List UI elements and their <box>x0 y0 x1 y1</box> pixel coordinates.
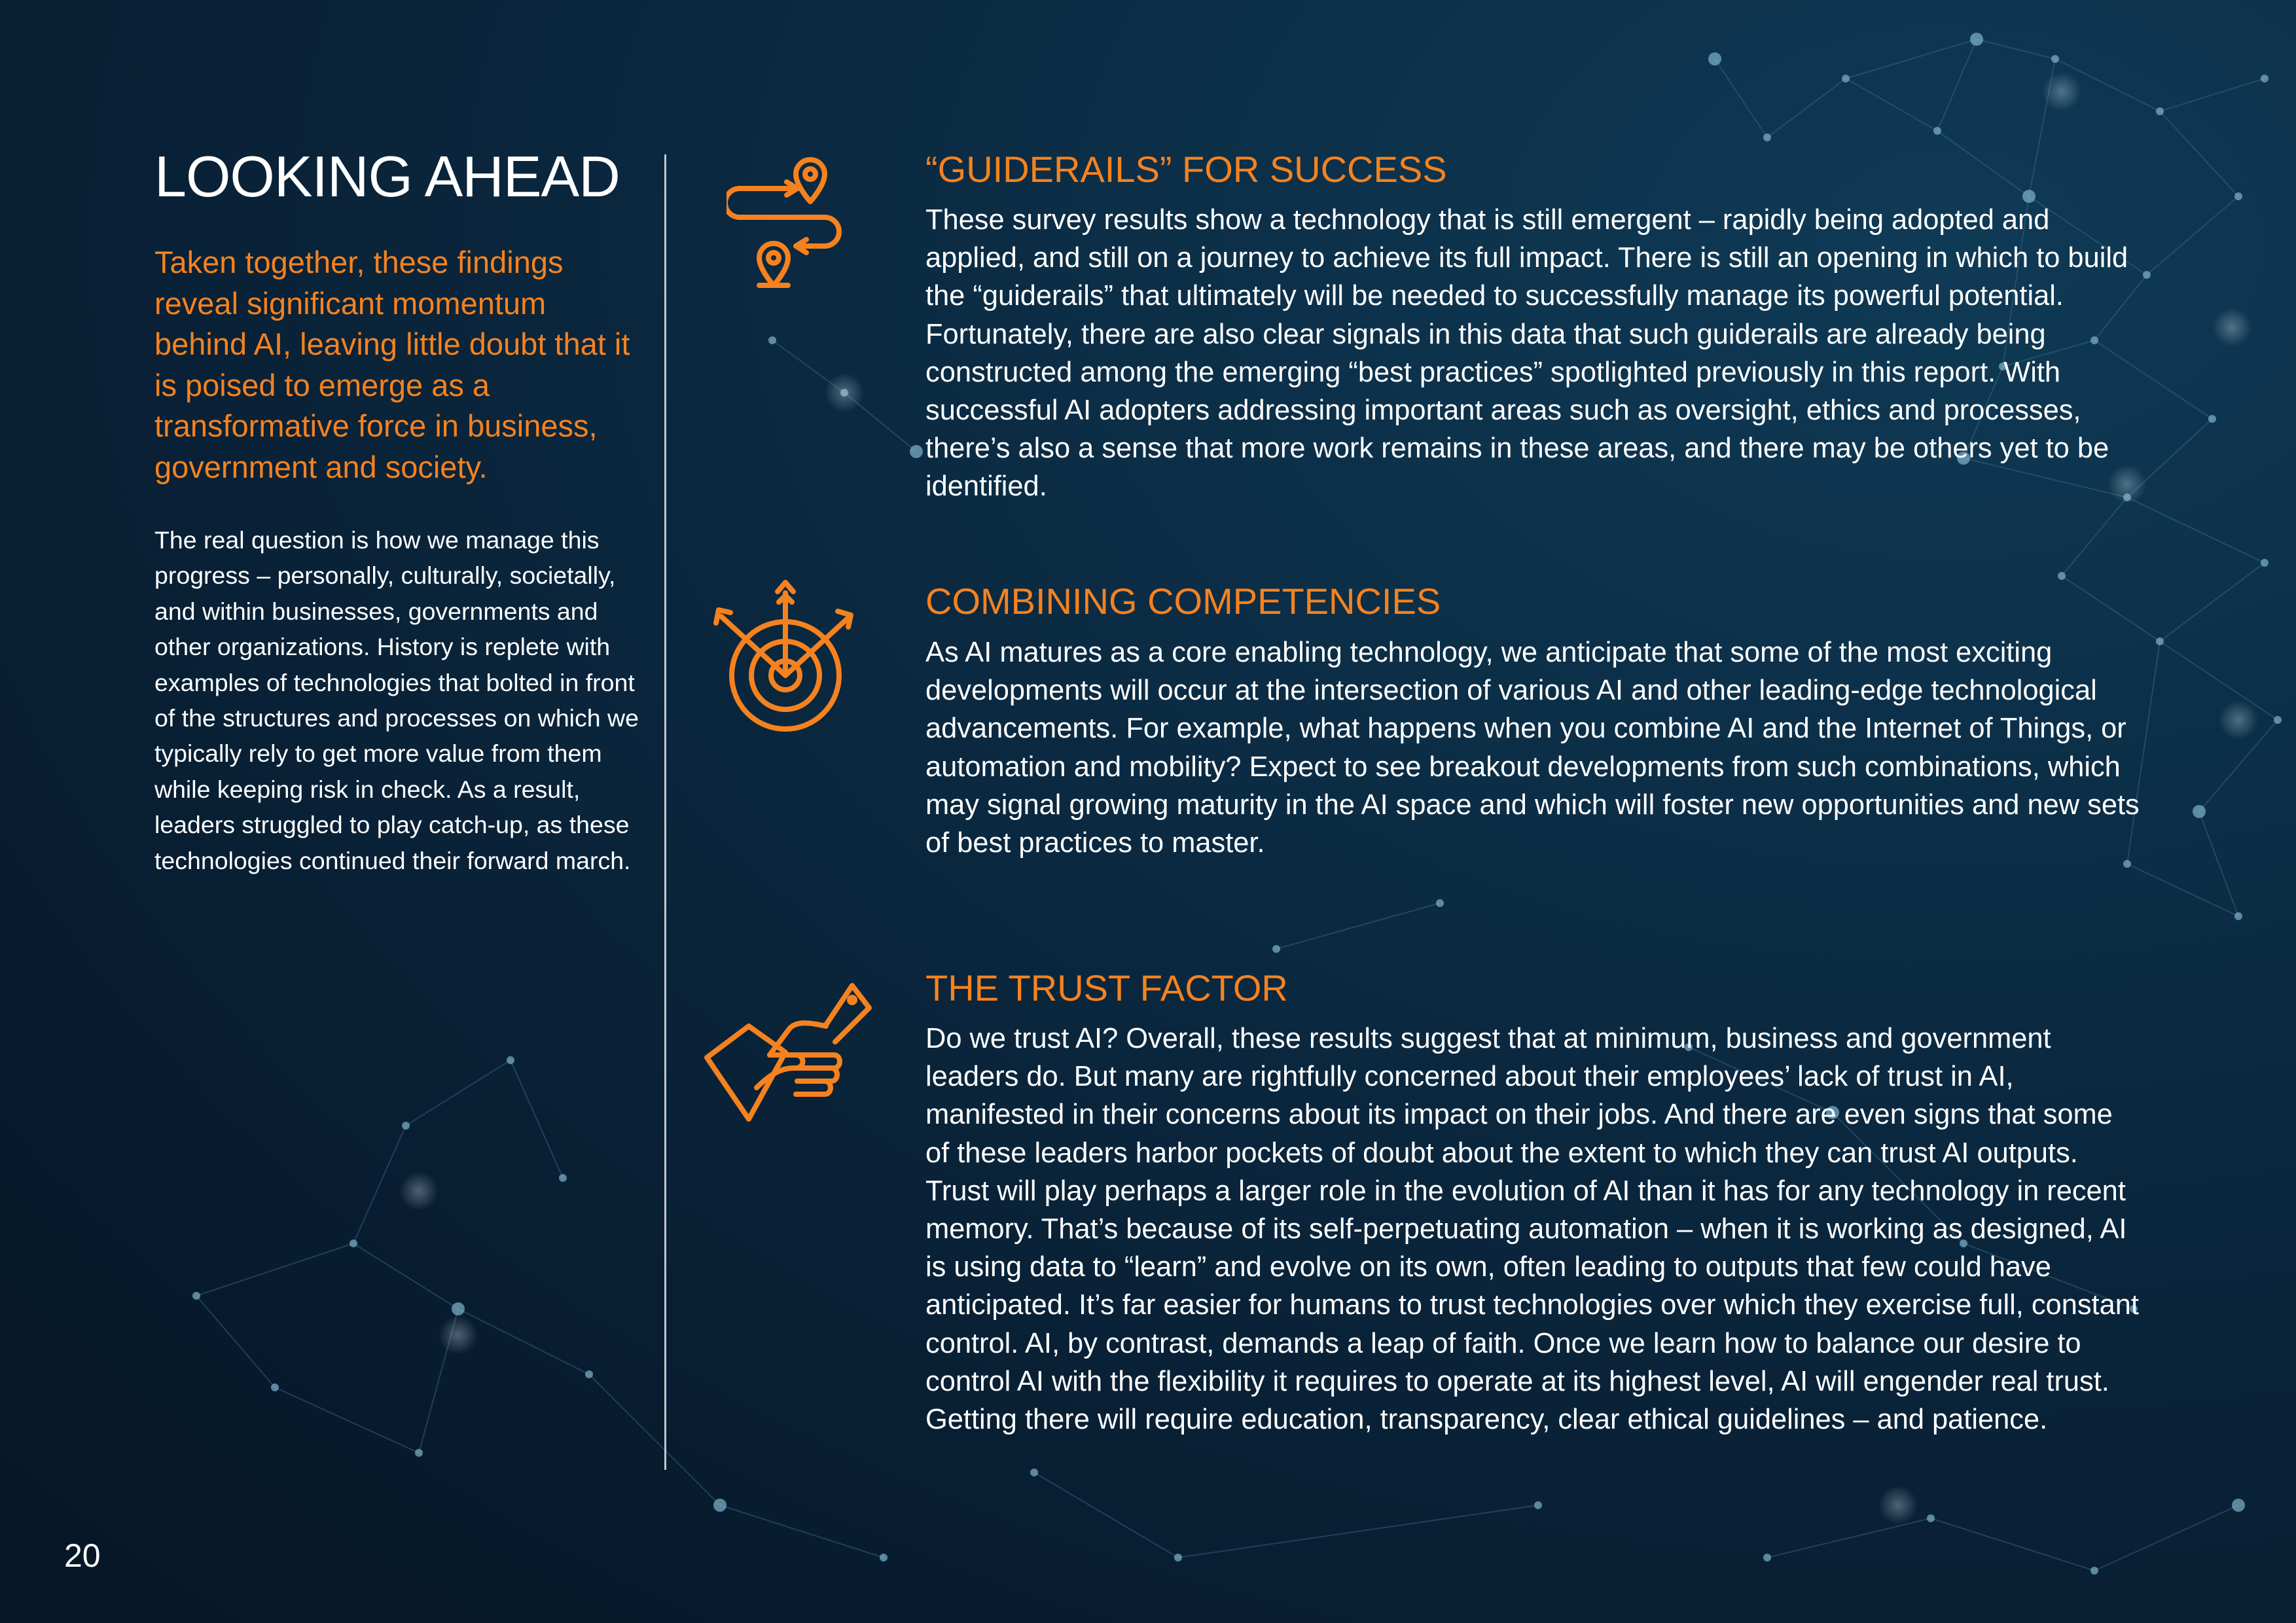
intro-paragraph: The real question is how we manage this progress – personally, culturally, societally, and within businesses, governments and other organizations. History is replete with examples of technologies that bolted in front of the structures and processes on which we typically rely to get more value from them while keeping risk in check. As a result, leaders struggled to play catch-up, as these technologies continued their forward march. <box>154 526 639 874</box>
route-pins-icon <box>726 152 864 302</box>
section-body-trust: Do we trust AI? Overall, these results suggest that at minimum, business and government leaders do. But many are rightfully concerned about their employees’ lack of trust in AI, manifested in their concerns about its impact on their jobs. And there are even signs that some of these leaders harbor pockets of doubt about the extent to which they can trust AI outputs. Trust will play perhaps a larger role in the evolution of AI than it has for any technology in recent memory. That’s because of its self-perpetuating automation – when it is working as designed, AI is using data to “learn” and evolve on its own, often leading to outputs that few could have anticipated. It’s far easier for humans to trust technologies over which they exercise full, constant control. AI, by contrast, demands a leap of faith. Once we learn how to balance our desire to control AI with the flexibility it requires to operate at its highest level, AI will engender real trust. Getting there will require education, transparency, clear ethical guidelines – and patience. <box>925 1023 2139 1436</box>
page-number: 20 <box>64 1537 101 1574</box>
column-divider <box>664 154 666 1470</box>
target-arrows-icon <box>707 580 864 737</box>
handshake-icon <box>702 969 872 1126</box>
section-body-guiderails: These survey results show a technology that is still emergent – rapidly being adopted and applied, and still on a journey to achieve its full impact. There is still an opening in which to build the “guiderails” that ultimately will be needed to successfully manage its powerful potential. Fortunately, there are also clear signals in this data that such guiderails are already being constructed among the emerging “best practices” spotlighted previously in this report. With successful AI adopters addressing important areas such as oversight, ethics and processes, there’s also a sense that more work remains in these areas, and there may be others yet to be identified. <box>925 204 2128 503</box>
lead-paragraph: Taken together, these findings reveal significant momentum behind AI, leaving little doubt that it is poised to emerge as a transformative force in business, government and society. <box>154 245 630 484</box>
section-body-combining: As AI matures as a core enabling technology, we anticipate that some of the most exciting developments will occur at the intersection of various AI and other leading-edge technological advancements. For example, what happens when you combine AI and the Internet of Things, or automation and mobility? Expect to see breakout developments from such combinations, which may signal growing maturity in the AI space and which will foster new opportunities and new sets of best practices to master. <box>925 637 2140 859</box>
section-heading-combining: COMBINING COMPETENCIES <box>925 580 1441 622</box>
section-heading-trust: THE TRUST FACTOR <box>925 967 1288 1008</box>
page-title: LOOKING AHEAD <box>154 144 620 209</box>
section-heading-guiderails: “GUIDERAILS” FOR SUCCESS <box>925 149 1447 190</box>
